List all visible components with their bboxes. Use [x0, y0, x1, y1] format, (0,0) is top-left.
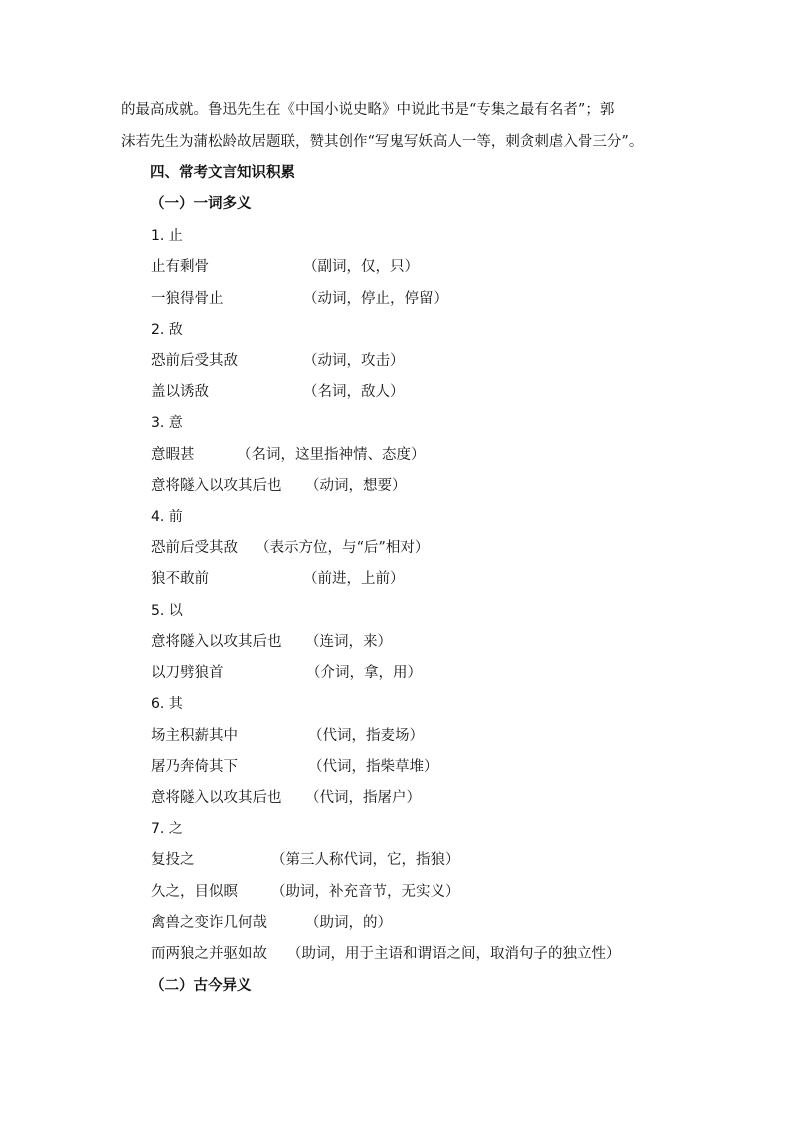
word-heading: 4. 前: [151, 509, 183, 525]
example-phrase: 意暇甚: [151, 447, 195, 463]
example-phrase: 意将隧入以攻其后也: [151, 634, 282, 650]
word-heading: 2. 敌: [151, 322, 183, 338]
list-item: [151, 538, 794, 558]
list-item: [151, 882, 794, 902]
example-phrase: 复投之: [151, 852, 195, 868]
intro-line-2: 沫若先生为蒲松龄故居题联，赞其创作“写鬼写妖高人一等，刺贪刺虐入骨三分”。: [121, 134, 644, 150]
example-phrase: 狼不敢前: [151, 571, 209, 587]
gloss: （助词，补充音节，无实义）: [271, 884, 460, 900]
example-phrase: 而两狼之并驱如故: [151, 946, 267, 962]
list-item: [151, 663, 794, 683]
example-phrase: 久之，目似瞑: [151, 884, 238, 900]
list-item: [151, 850, 794, 870]
word-heading: 3. 意: [151, 415, 183, 431]
example-phrase: 禽兽之变诈几何哉: [151, 915, 267, 931]
gloss: （动词，停止，停留）: [303, 291, 448, 307]
word-heading: 7. 之: [151, 821, 183, 837]
word-heading: 5. 以: [151, 603, 183, 619]
gloss: （助词，的）: [305, 915, 392, 931]
list-item: [151, 569, 794, 589]
list-item: [151, 445, 794, 465]
list-item: [151, 788, 794, 808]
example-phrase: 恐前后受其敌: [151, 353, 238, 369]
subsection-heading-ancient-modern: （二）古今异义: [150, 977, 252, 994]
gloss: （动词，想要）: [305, 478, 407, 494]
list-item: [151, 944, 794, 964]
intro-line-1: 的最高成就。鲁迅先生在《中国小说史略》中说此书是“专集之最有名者”；郭: [121, 102, 615, 118]
example-phrase: 一狼得骨止: [151, 291, 224, 307]
gloss: （名词，敌人）: [303, 384, 405, 400]
gloss: （名词，这里指神情、态度）: [237, 447, 426, 463]
gloss: （助词，用于主语和谓语之间，取消句子的独立性）: [287, 946, 621, 962]
example-phrase: 止有剩骨: [151, 259, 209, 275]
gloss: （代词，指屠户）: [305, 790, 421, 806]
example-phrase: 以刀劈狼首: [151, 665, 224, 681]
list-item: [151, 351, 794, 371]
gloss: （代词，指柴草堆）: [308, 759, 439, 775]
example-phrase: 盖以诱敌: [151, 384, 209, 400]
gloss: （介词，拿，用）: [306, 665, 422, 681]
list-item: [151, 257, 794, 277]
gloss: （代词，指麦场）: [308, 728, 424, 744]
list-item: [151, 382, 794, 402]
gloss: （连词，来）: [305, 634, 392, 650]
list-item: [151, 757, 794, 777]
subsection-heading-polysemy: （一）一词多义: [150, 195, 252, 212]
gloss: （动词，攻击）: [303, 353, 405, 369]
example-phrase: 屠乃奔倚其下: [151, 759, 238, 775]
example-phrase: 意将隧入以攻其后也: [151, 478, 282, 494]
gloss: （前进，上前）: [303, 571, 405, 587]
example-phrase: 场主积薪其中: [151, 728, 238, 744]
example-phrase: 恐前后受其敌: [151, 540, 238, 556]
list-item: [151, 632, 794, 652]
gloss: （第三人称代词，它，指狼）: [271, 852, 460, 868]
gloss: （副词，仅，只）: [303, 259, 419, 275]
list-item: [151, 913, 794, 933]
word-heading: 6. 其: [151, 696, 183, 712]
gloss: （表示方位，与“后”相对）: [255, 540, 430, 556]
section-heading-4: 四、常考文言知识积累: [150, 164, 295, 181]
word-heading: 1. 止: [151, 228, 183, 244]
list-item: [151, 289, 794, 309]
example-phrase: 意将隧入以攻其后也: [151, 790, 282, 806]
list-item: [151, 726, 794, 746]
list-item: [151, 476, 794, 496]
